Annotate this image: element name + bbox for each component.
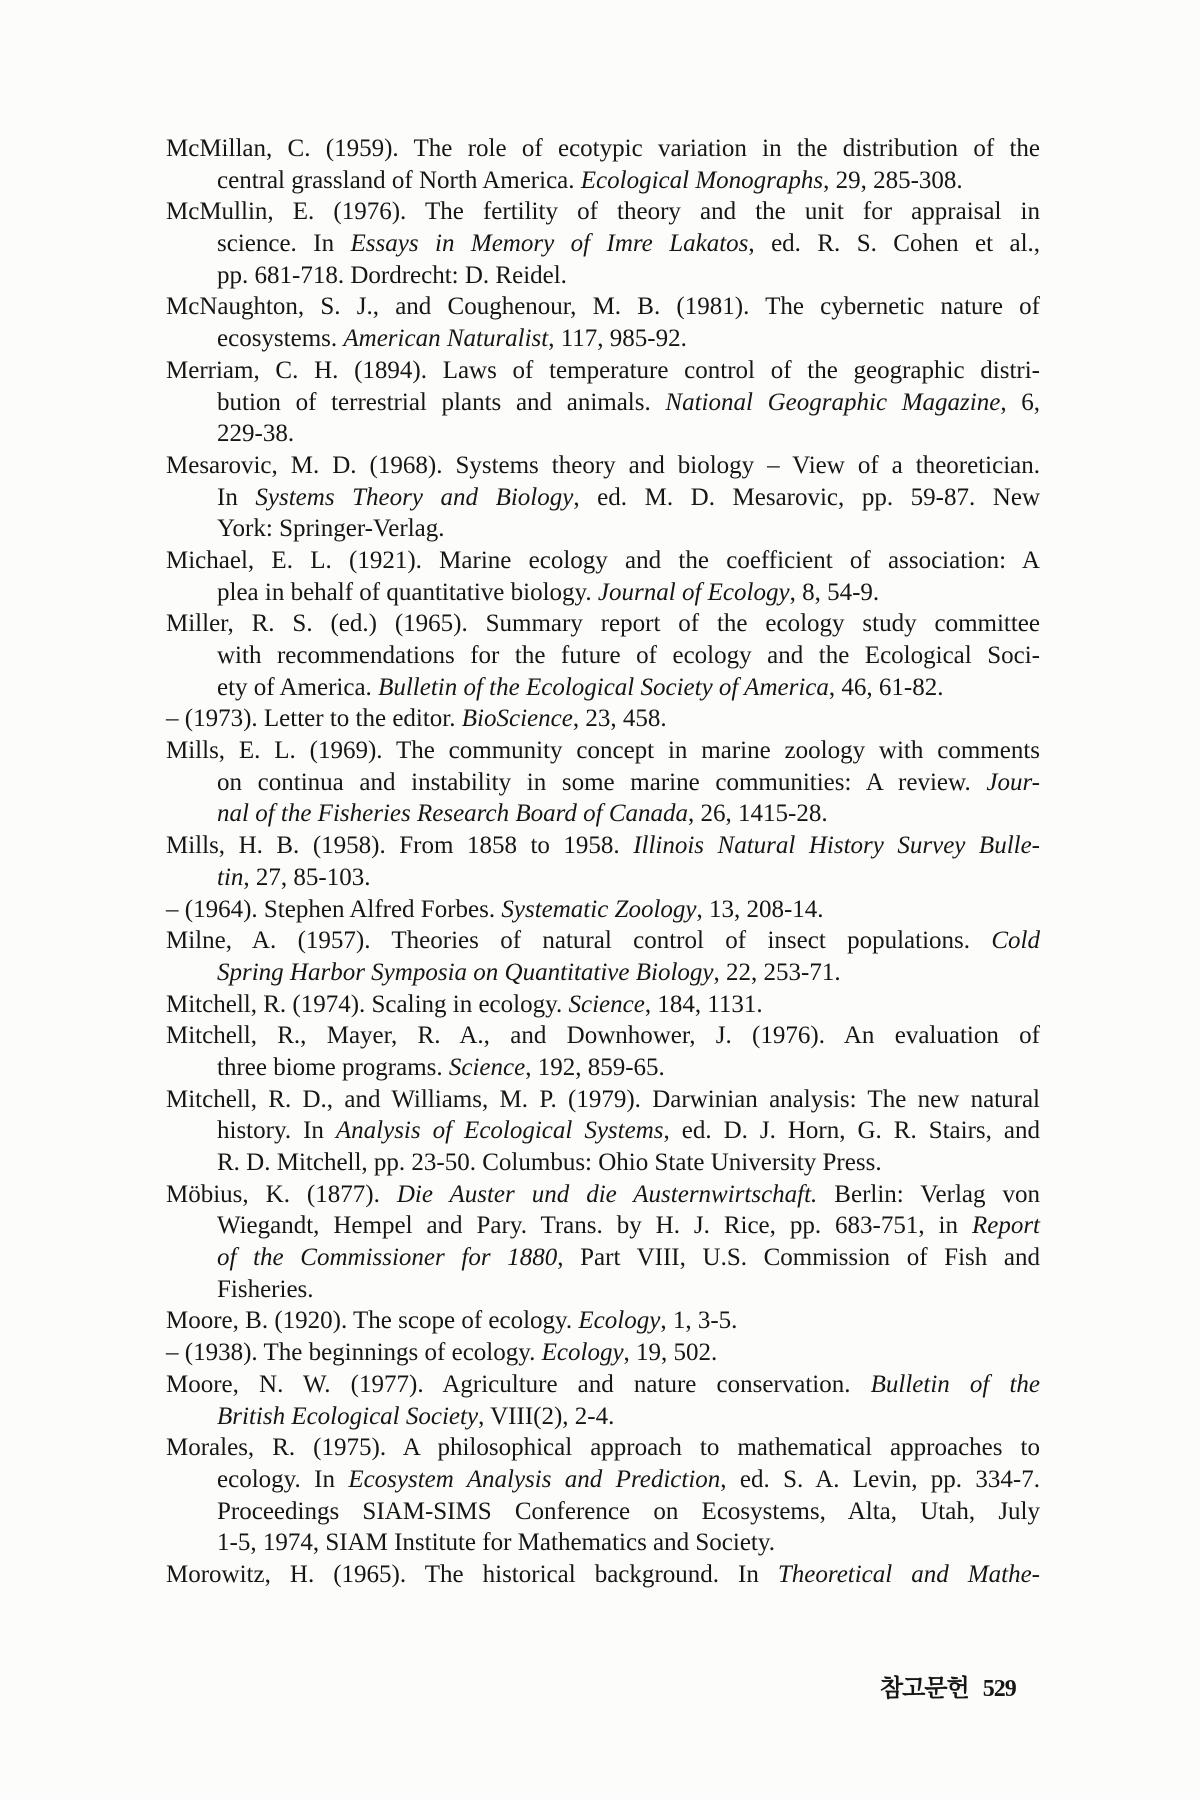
reference-entry (166, 735, 1040, 830)
reference-text: Mitchell, R., Mayer, R. A., and Downhower, J. (1976). An evaluation of (166, 1022, 1040, 1050)
reference-text: , 22, 253-71. (713, 958, 841, 986)
reference-entry (166, 196, 1040, 291)
reference-text: McMullin, E. (1976). The fertility of theory and the unit for appraisal in (166, 198, 1040, 226)
reference-entry (166, 291, 1040, 354)
reference-line (166, 545, 1040, 577)
reference-text: , VIII(2), 2-4. (478, 1402, 615, 1430)
reference-line (166, 196, 1040, 228)
reference-text: – (1938). The beginnings of ecology. (166, 1339, 542, 1367)
reference-line (166, 291, 1040, 323)
italic-title: Science (448, 1053, 526, 1081)
reference-line (166, 133, 1040, 165)
reference-line (217, 1052, 1040, 1084)
italic-title: Jour- (986, 768, 1040, 796)
reference-text: 1-5, 1974, SIAM Institute for Mathematics and Society. (217, 1529, 776, 1557)
reference-text: Berlin: Verlag von (817, 1180, 1040, 1208)
reference-text: Mesarovic, M. D. (1968). Systems theory and biology – View of a theoretician. (166, 451, 1040, 479)
reference-text: , ed. M. D. Mesarovic, pp. 59-87. New (573, 483, 1041, 511)
italic-title: Bulletin of the Ecological Society of America (378, 673, 829, 701)
reference-entry (166, 450, 1040, 545)
reference-text: , Part VIII, U.S. Commission of Fish and (557, 1244, 1040, 1272)
reference-entry (166, 1179, 1040, 1306)
reference-line (217, 418, 1040, 450)
reference-text: McMillan, C. (1959). The role of ecotypic variation in the distribution of the (166, 135, 1040, 162)
reference-text: central grassland of North America. (217, 166, 581, 194)
reference-text: , 117, 985-92. (548, 325, 687, 353)
reference-text: pp. 681-718. Dordrecht: D. Reidel. (217, 261, 567, 289)
reference-line (217, 513, 1040, 545)
reference-line (166, 989, 1040, 1021)
italic-title: Science (568, 990, 645, 1018)
reference-text: Moore, N. W. (1977). Agriculture and nature conservation. (166, 1370, 871, 1398)
reference-line (166, 894, 1040, 926)
reference-entry (166, 1020, 1040, 1083)
reference-line (217, 1527, 1040, 1559)
reference-text: , ed. S. A. Levin, pp. 334-7. (720, 1465, 1040, 1493)
reference-text: Michael, E. L. (1921). Marine ecology and the coefficient of association: A (166, 546, 1040, 574)
reference-line (217, 387, 1040, 419)
italic-title: Systematic Zoology (501, 895, 697, 923)
reference-text: history. In (217, 1117, 336, 1145)
reference-text: – (1964). Stephen Alfred Forbes. (166, 895, 502, 923)
reference-text: Mitchell, R. (1974). Scaling in ecology. (166, 990, 569, 1018)
reference-text: , 184, 1131. (644, 990, 763, 1018)
reference-text: Möbius, K. (1877). (166, 1180, 397, 1208)
page-footer (880, 1668, 1016, 1703)
reference-text: ecology. In (217, 1465, 349, 1493)
italic-title: National Geographic Magazine (665, 388, 1001, 416)
reference-text: Wiegandt, Hempel and Pary. Trans. by H. J. Rice, pp. 683-751, in (217, 1212, 972, 1240)
italic-title: British Ecological Society (217, 1402, 479, 1430)
reference-line (217, 862, 1040, 894)
reference-text: bution of terrestrial plants and animals. (217, 388, 666, 416)
reference-line (166, 1369, 1040, 1401)
reference-line (166, 735, 1040, 767)
reference-line (217, 165, 1040, 197)
reference-text: R. D. Mitchell, pp. 23-50. Columbus: Ohio State University Press. (217, 1149, 882, 1176)
reference-line (166, 830, 1040, 862)
reference-entry (166, 1559, 1040, 1591)
italic-title: Ecology (578, 1307, 661, 1335)
reference-text: Morales, R. (1975). A philosophical approach to mathematical approaches to (166, 1434, 1040, 1462)
reference-line (217, 1147, 1040, 1179)
italic-title: Bulletin of the (870, 1370, 1040, 1398)
reference-text: , 19, 502. (623, 1339, 718, 1367)
page-number: 529 (982, 1676, 1016, 1702)
reference-text: 229-38. (217, 420, 295, 448)
reference-text: Mitchell, R. D., and Williams, M. P. (1979). Darwinian analysis: The new natural (166, 1085, 1040, 1113)
reference-entry (166, 133, 1040, 196)
reference-text: Moore, B. (1920). The scope of ecology. (166, 1307, 579, 1335)
reference-text: Mills, H. B. (1958). From 1858 to 1958. (166, 832, 634, 860)
reference-line (217, 1401, 1040, 1433)
reference-text: , 8, 54-9. (789, 578, 880, 606)
reference-line (217, 1242, 1040, 1274)
italic-title: Report (971, 1212, 1040, 1240)
italic-title: Ecological Monographs (580, 166, 824, 194)
reference-entry (166, 1305, 1040, 1337)
reference-text: In (217, 483, 256, 511)
reference-entry (166, 830, 1040, 893)
reference-text: three biome programs. (217, 1053, 449, 1081)
italic-title: Ecology (541, 1339, 624, 1367)
reference-text: , 29, 285-308. (823, 166, 963, 194)
reference-line (166, 1432, 1040, 1464)
reference-line (217, 1464, 1040, 1496)
reference-entry (166, 1337, 1040, 1369)
reference-line (166, 703, 1040, 735)
reference-text: , 6, (1000, 388, 1041, 416)
reference-text: ety of America. (217, 673, 379, 701)
italic-title: of the Commissioner for 1880 (217, 1244, 558, 1272)
reference-text: – (1973). Letter to the editor. (166, 705, 462, 733)
reference-list (166, 133, 1040, 1591)
reference-entry (166, 989, 1040, 1021)
reference-line (166, 1020, 1040, 1052)
italic-title: American Naturalist (343, 325, 549, 353)
reference-entry (166, 703, 1040, 735)
reference-entry (166, 925, 1040, 988)
reference-line (217, 228, 1040, 260)
reference-entry (166, 545, 1040, 608)
reference-line (166, 925, 1040, 957)
reference-text: , 46, 61-82. (828, 673, 944, 701)
italic-title: tin (217, 863, 244, 891)
reference-line (217, 260, 1040, 292)
reference-line (217, 640, 1040, 672)
reference-text: Proceedings SIAM-SIMS Conference on Ecosystems, Alta, Utah, July (217, 1497, 1040, 1525)
reference-line (166, 1337, 1040, 1369)
reference-text: on continua and instability in some marine communities: A review. (217, 768, 987, 796)
italic-title: nal of the Fisheries Research Board of Canada (217, 800, 689, 828)
reference-entry (166, 894, 1040, 926)
reference-line (217, 1115, 1040, 1147)
italic-title: Ecosystem Analysis and Prediction (348, 1465, 721, 1493)
reference-text: , ed. D. J. Horn, G. R. Stairs, and (663, 1117, 1040, 1145)
reference-line (217, 672, 1040, 704)
reference-text: York: Springer-Verlag. (217, 515, 445, 543)
reference-text: Merriam, C. H. (1894). Laws of temperature control of the geographic distri- (166, 356, 1040, 384)
reference-text: , 26, 1415-28. (688, 800, 828, 828)
reference-text: with recommendations for the future of ecology and the Ecological Soci- (217, 642, 1040, 669)
reference-text: ecosystems. (217, 325, 344, 353)
italic-title: Die Auster und die Austernwirtschaft. (396, 1180, 818, 1208)
reference-entry (166, 1084, 1040, 1179)
reference-line (166, 608, 1040, 640)
reference-line (217, 1210, 1040, 1242)
italic-title: Cold (991, 927, 1040, 955)
reference-line (217, 482, 1040, 514)
reference-text: McNaughton, S. J., and Coughenour, M. B. (1981). The cybernetic nature of (166, 293, 1040, 321)
reference-entry (166, 1369, 1040, 1432)
reference-text: , 192, 859-65. (525, 1053, 665, 1081)
reference-text: Morowitz, H. (1965). The historical background. In (166, 1560, 778, 1588)
reference-entry (166, 355, 1040, 450)
italic-title: Systems Theory and Biology (255, 483, 574, 511)
italic-title: Illinois Natural History Survey Bulle- (633, 832, 1041, 860)
reference-line (217, 767, 1040, 799)
reference-text: , ed. R. S. Cohen et al., (748, 230, 1041, 258)
reference-text: Milne, A. (1957). Theories of natural control of insect populations. (166, 927, 992, 955)
reference-line (166, 355, 1040, 387)
reference-entry (166, 608, 1040, 703)
reference-line (166, 1179, 1040, 1211)
reference-entry (166, 1432, 1040, 1559)
italic-title: Spring Harbor Symposia on Quantitative Biology (217, 958, 714, 986)
reference-text: Miller, R. S. (ed.) (1965). Summary report of the ecology study committee (166, 610, 1040, 638)
reference-line (166, 1559, 1040, 1591)
reference-text: science. In (217, 230, 351, 258)
reference-line (166, 450, 1040, 482)
reference-line (217, 1496, 1040, 1528)
reference-line (166, 1305, 1040, 1337)
reference-text: , 13, 208-14. (696, 895, 824, 923)
italic-title: BioScience (461, 705, 573, 733)
reference-line (217, 323, 1040, 355)
reference-text: , 23, 458. (572, 705, 667, 733)
reference-line (217, 1274, 1040, 1306)
italic-title: Journal of Ecology (597, 578, 790, 606)
italic-title: Essays in Memory of Imre Lakatos (350, 230, 749, 258)
reference-text: , 27, 85-103. (243, 863, 371, 891)
reference-line (217, 957, 1040, 989)
reference-line (217, 798, 1040, 830)
italic-title: Analysis of Ecological Systems (335, 1117, 664, 1145)
reference-line (217, 577, 1040, 609)
italic-title: Theoretical and Mathe- (777, 1560, 1040, 1588)
reference-text: plea in behalf of quantitative biology. (217, 578, 598, 606)
reference-text: , 1, 3-5. (660, 1307, 738, 1335)
reference-text: Mills, E. L. (1969). The community concept in marine zoology with comments (166, 737, 1040, 765)
running-section-title: 참고문헌 (880, 1674, 969, 1702)
reference-text: Fisheries. (217, 1275, 314, 1303)
reference-line (166, 1084, 1040, 1116)
